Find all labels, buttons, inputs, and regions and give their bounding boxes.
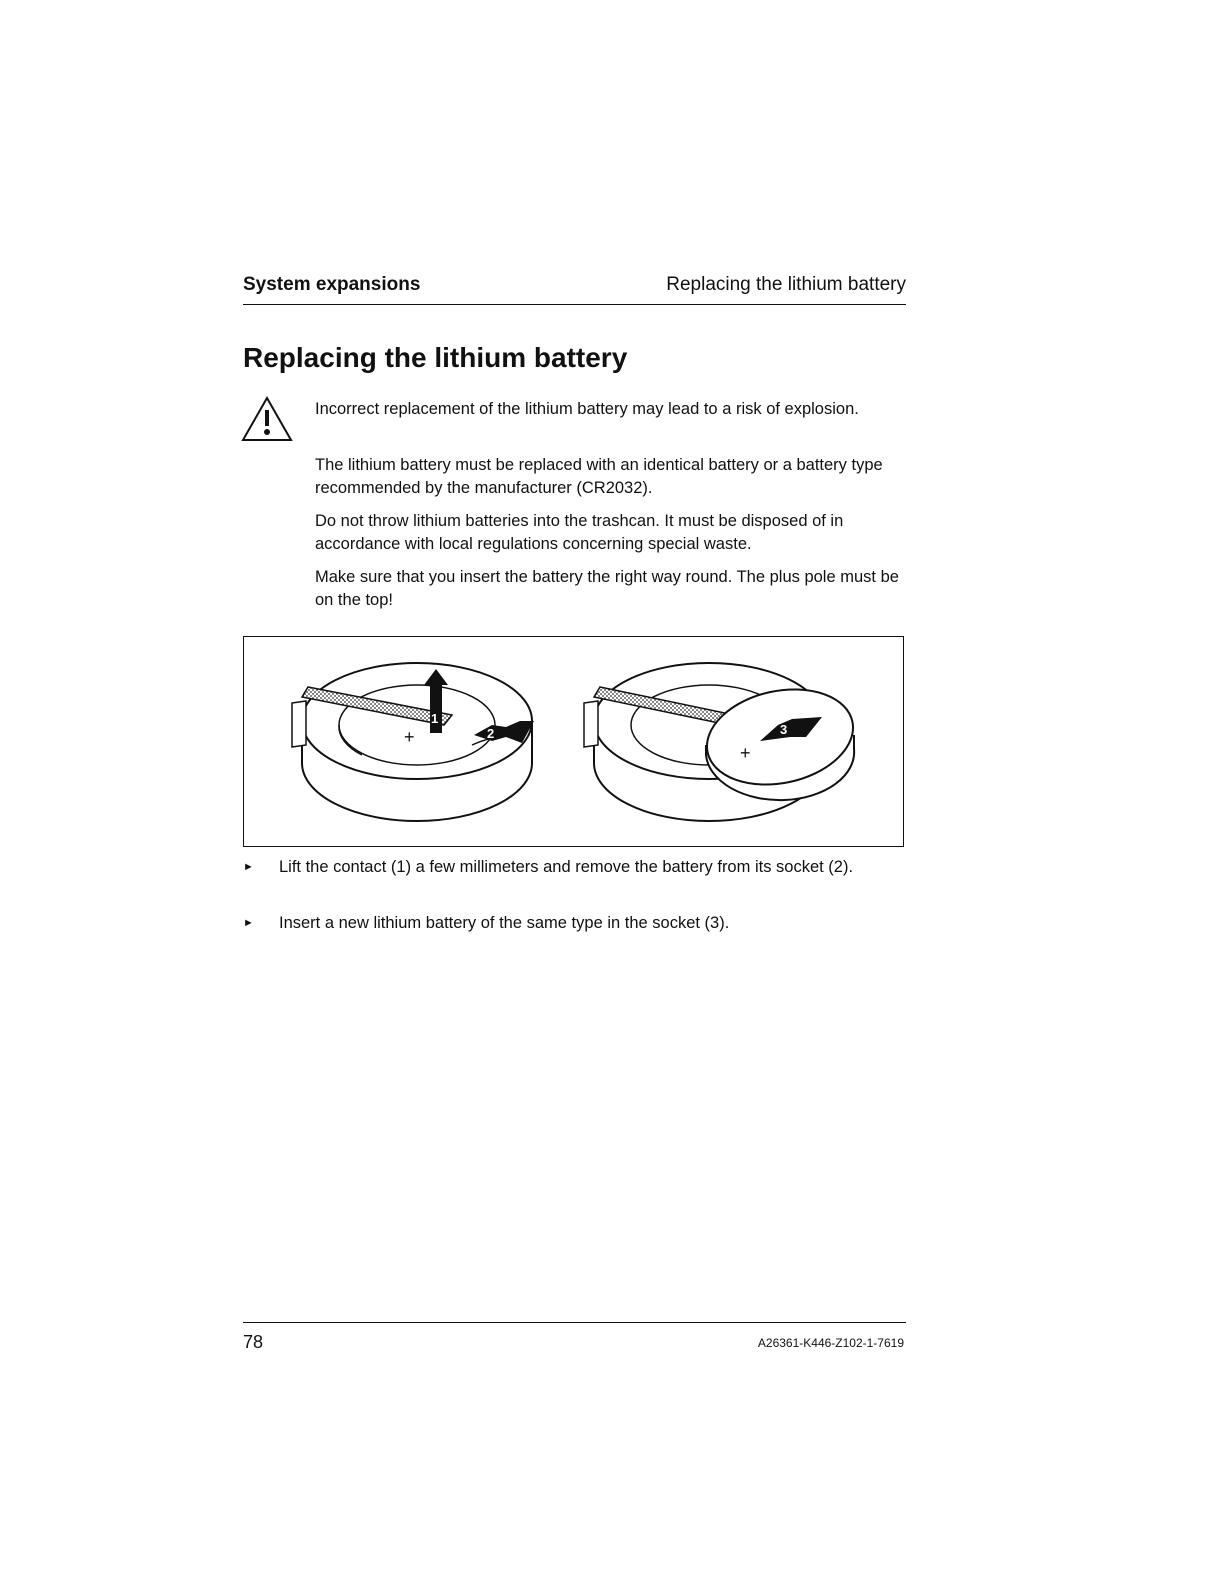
disposal-paragraph: Do not throw lithium batteries into the trashcan. It must be disposed of in accordance with local regulations concerning special waste.	[315, 512, 844, 553]
battery-illustration	[243, 636, 904, 847]
battery-type-paragraph: The lithium battery must be replaced with an identical battery or a battery type recommended by the manufacturer (CR2032).	[315, 456, 883, 497]
warning-paragraph: Incorrect replacement of the lithium battery may lead to a risk of explosion.	[315, 400, 859, 418]
step-text: Insert a new lithium battery of the same type in the socket (3).	[279, 914, 730, 932]
footer-rule	[243, 1322, 906, 1323]
document-id: A26361-K446-Z102-1-7619	[757, 1336, 904, 1350]
socket-left	[292, 663, 534, 821]
plus-sign-right: +	[740, 743, 751, 763]
plus-sign-left: +	[404, 727, 415, 747]
battery-illustration-svg	[244, 637, 905, 848]
marker-1: 1	[431, 711, 439, 726]
triangle-bullet-icon: ►	[243, 861, 254, 873]
marker-2: 2	[487, 726, 495, 741]
header-section: System expansions	[243, 274, 421, 295]
page-number: 78	[243, 1332, 264, 1352]
running-header	[243, 274, 906, 302]
triangle-bullet-icon: ►	[243, 917, 254, 929]
warning-triangle-icon	[241, 396, 293, 442]
header-topic: Replacing the lithium battery	[666, 274, 906, 295]
socket-right	[584, 663, 862, 821]
step-text: Lift the contact (1) a few millimeters and remove the battery from its socket (2).	[279, 858, 854, 876]
page-title: Replacing the lithium battery	[243, 342, 628, 373]
marker-3: 3	[780, 722, 788, 737]
polarity-paragraph: Make sure that you insert the battery the right way round. The plus pole must be on the top!	[315, 568, 899, 609]
header-rule	[243, 304, 906, 305]
